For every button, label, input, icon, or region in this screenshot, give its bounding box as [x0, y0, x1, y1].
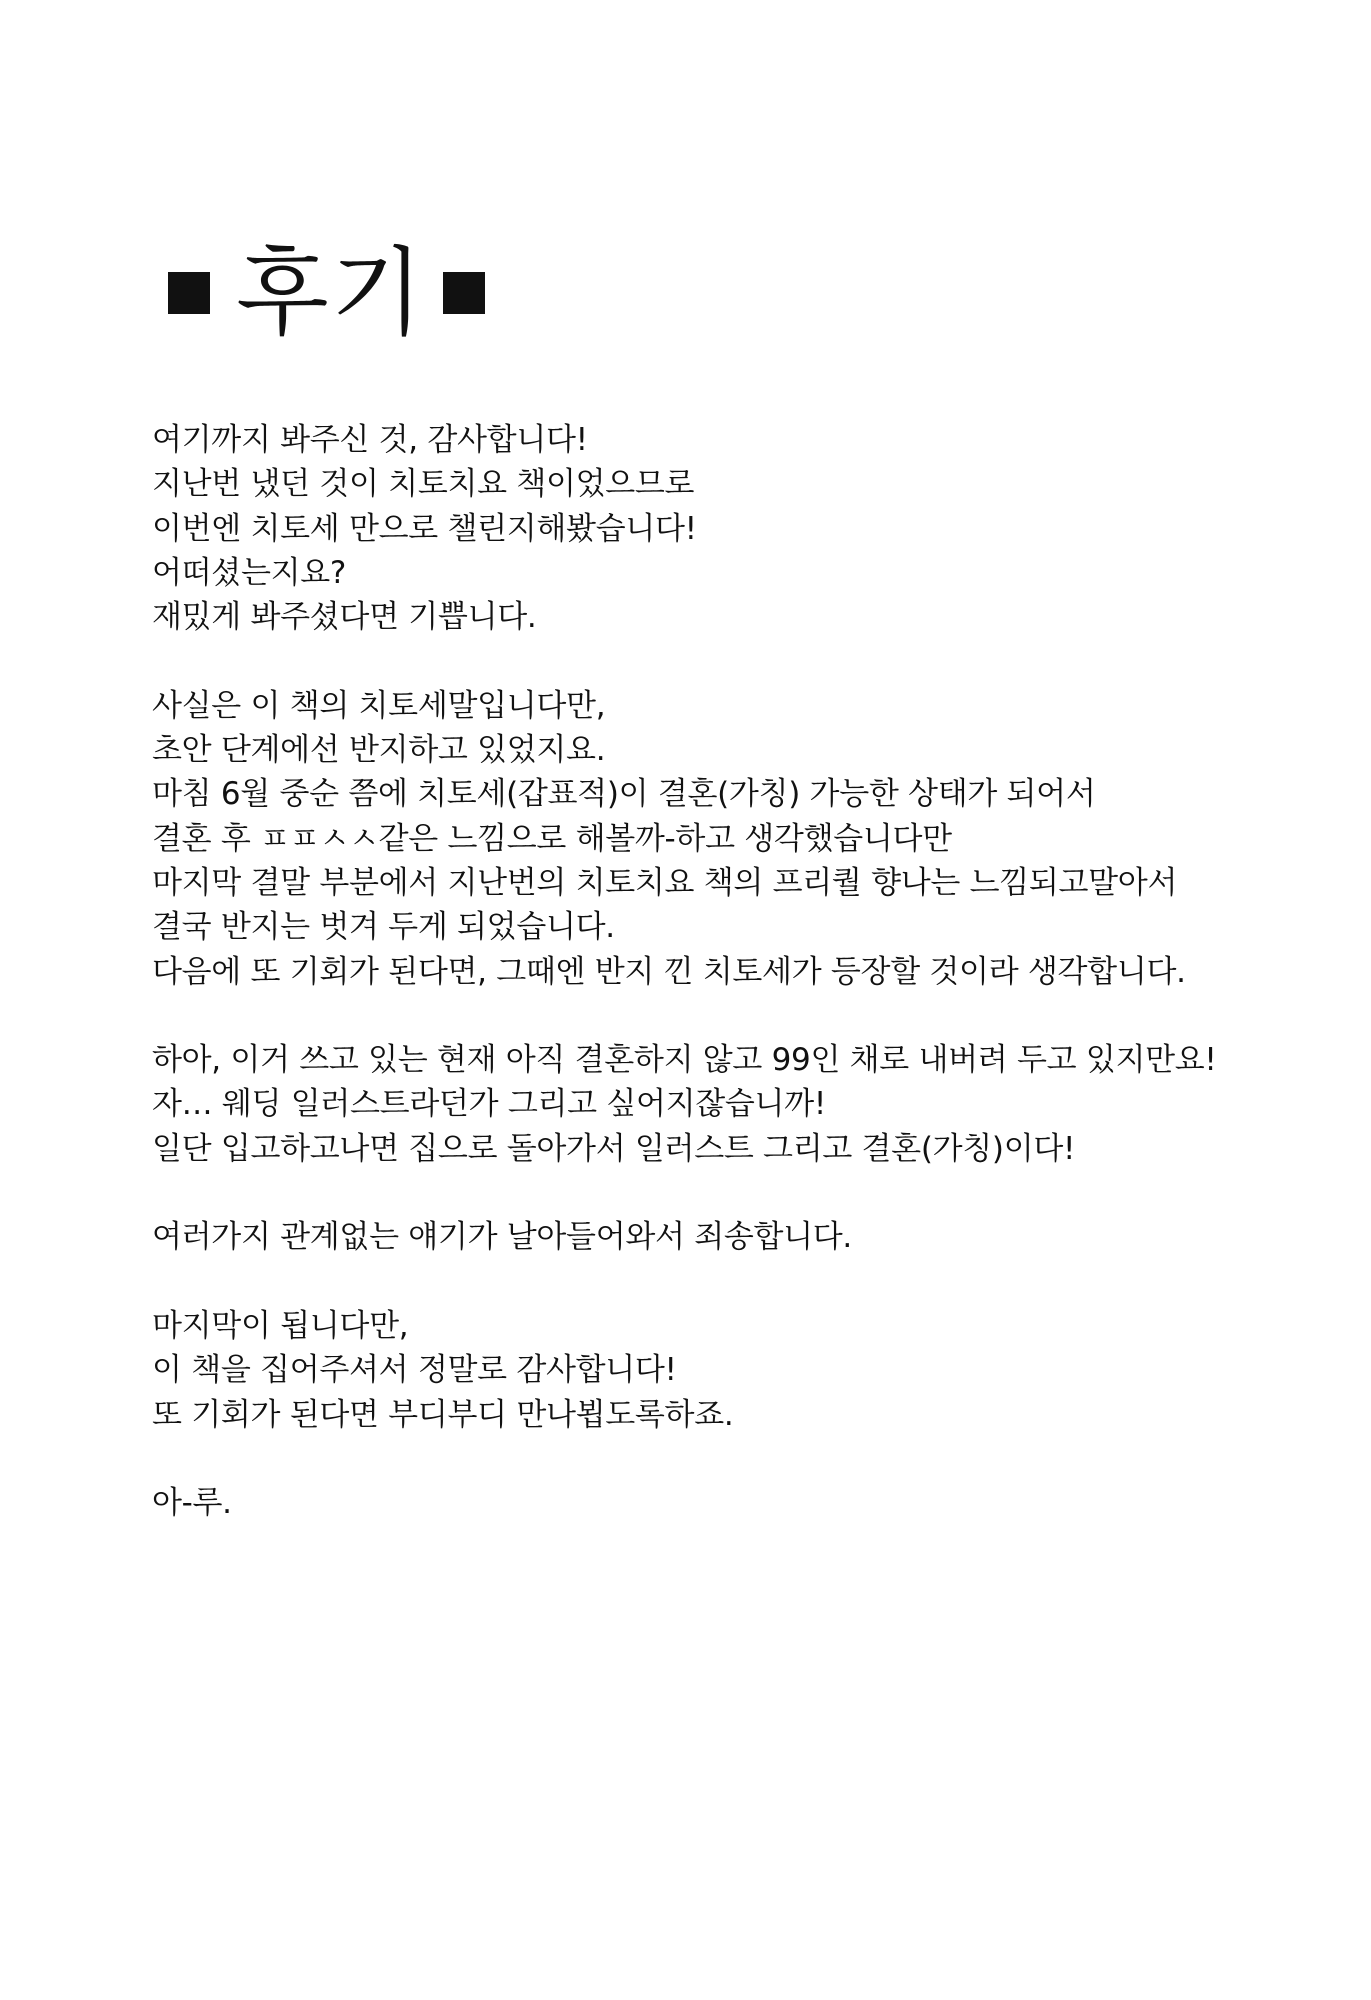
paragraph: [152, 684, 1272, 994]
text-line: 하아, 이거 쓰고 있는 현재 아직 결혼하지 않고 99인 채로 내버려 두고 있지만요!: [152, 1042, 1217, 1079]
paragraph-gap: [152, 1437, 1272, 1481]
paragraph: [152, 1215, 1272, 1259]
text-line: 지난번 냈던 것이 치토치요 책이었으므로: [152, 466, 695, 503]
text-line: 마지막 결말 부분에서 지난번의 치토치요 책의 프리퀄 향나는 느낌되고말아서: [152, 864, 1178, 901]
signature: [152, 1481, 1272, 1525]
page-title: 후기: [236, 237, 426, 349]
text-line: 어떠셨는지요?: [152, 554, 347, 591]
text-line: 또 기회가 된다면 부디부디 만나뵙도록하죠.: [152, 1396, 734, 1433]
text-line: 일단 입고하고나면 집으로 돌아가서 일러스트 그리고 결혼(가칭)이다!: [152, 1130, 1076, 1167]
text-line: 재밌게 봐주셨다면 기쁩니다.: [152, 599, 537, 636]
paragraph: [152, 418, 1272, 639]
black-square-icon: [443, 272, 485, 314]
text-line: 마지막이 됩니다만,: [152, 1307, 409, 1344]
paragraph: [152, 1304, 1272, 1437]
paragraph-gap: [152, 1260, 1272, 1304]
text-line: 이 책을 집어주셔서 정말로 감사합니다!: [152, 1352, 677, 1389]
paragraph-gap: [152, 994, 1272, 1038]
text-line: 다음에 또 기회가 된다면, 그때엔 반지 낀 치토세가 등장할 것이라 생각합니다.: [152, 953, 1186, 990]
text-line: 여기까지 봐주신 것, 감사합니다!: [152, 422, 588, 458]
paragraph-gap: [152, 639, 1272, 683]
text-line: 초안 단계에선 반지하고 있었지요.: [152, 732, 606, 769]
paragraph: [152, 1038, 1272, 1171]
paragraph-gap: [152, 1171, 1272, 1215]
text-line: 사실은 이 책의 치토세말입니다만,: [152, 687, 606, 724]
text-line: 이번엔 치토세 만으로 챌린지해봤습니다!: [152, 510, 697, 547]
text-line: 여러가지 관계없는 얘기가 날아들어와서 죄송합니다.: [152, 1219, 852, 1256]
text-line: 자… 웨딩 일러스트라던가 그리고 싶어지잖습니까!: [152, 1086, 826, 1123]
text-line: 마침 6월 중순 쯤에 치토세(갑표적)이 결혼(가칭) 가능한 상태가 되어서: [152, 776, 1096, 813]
text-line: 아-루.: [152, 1485, 232, 1522]
page-heading: [168, 238, 485, 348]
text-line: 결국 반지는 벗겨 두게 되었습니다.: [152, 909, 615, 946]
black-square-icon: [168, 272, 210, 314]
afterword-body: [152, 418, 1272, 1525]
text-line: 결혼 후 ㅍㅍㅅㅅ같은 느낌으로 해볼까-하고 생각했습니다만: [152, 820, 952, 857]
